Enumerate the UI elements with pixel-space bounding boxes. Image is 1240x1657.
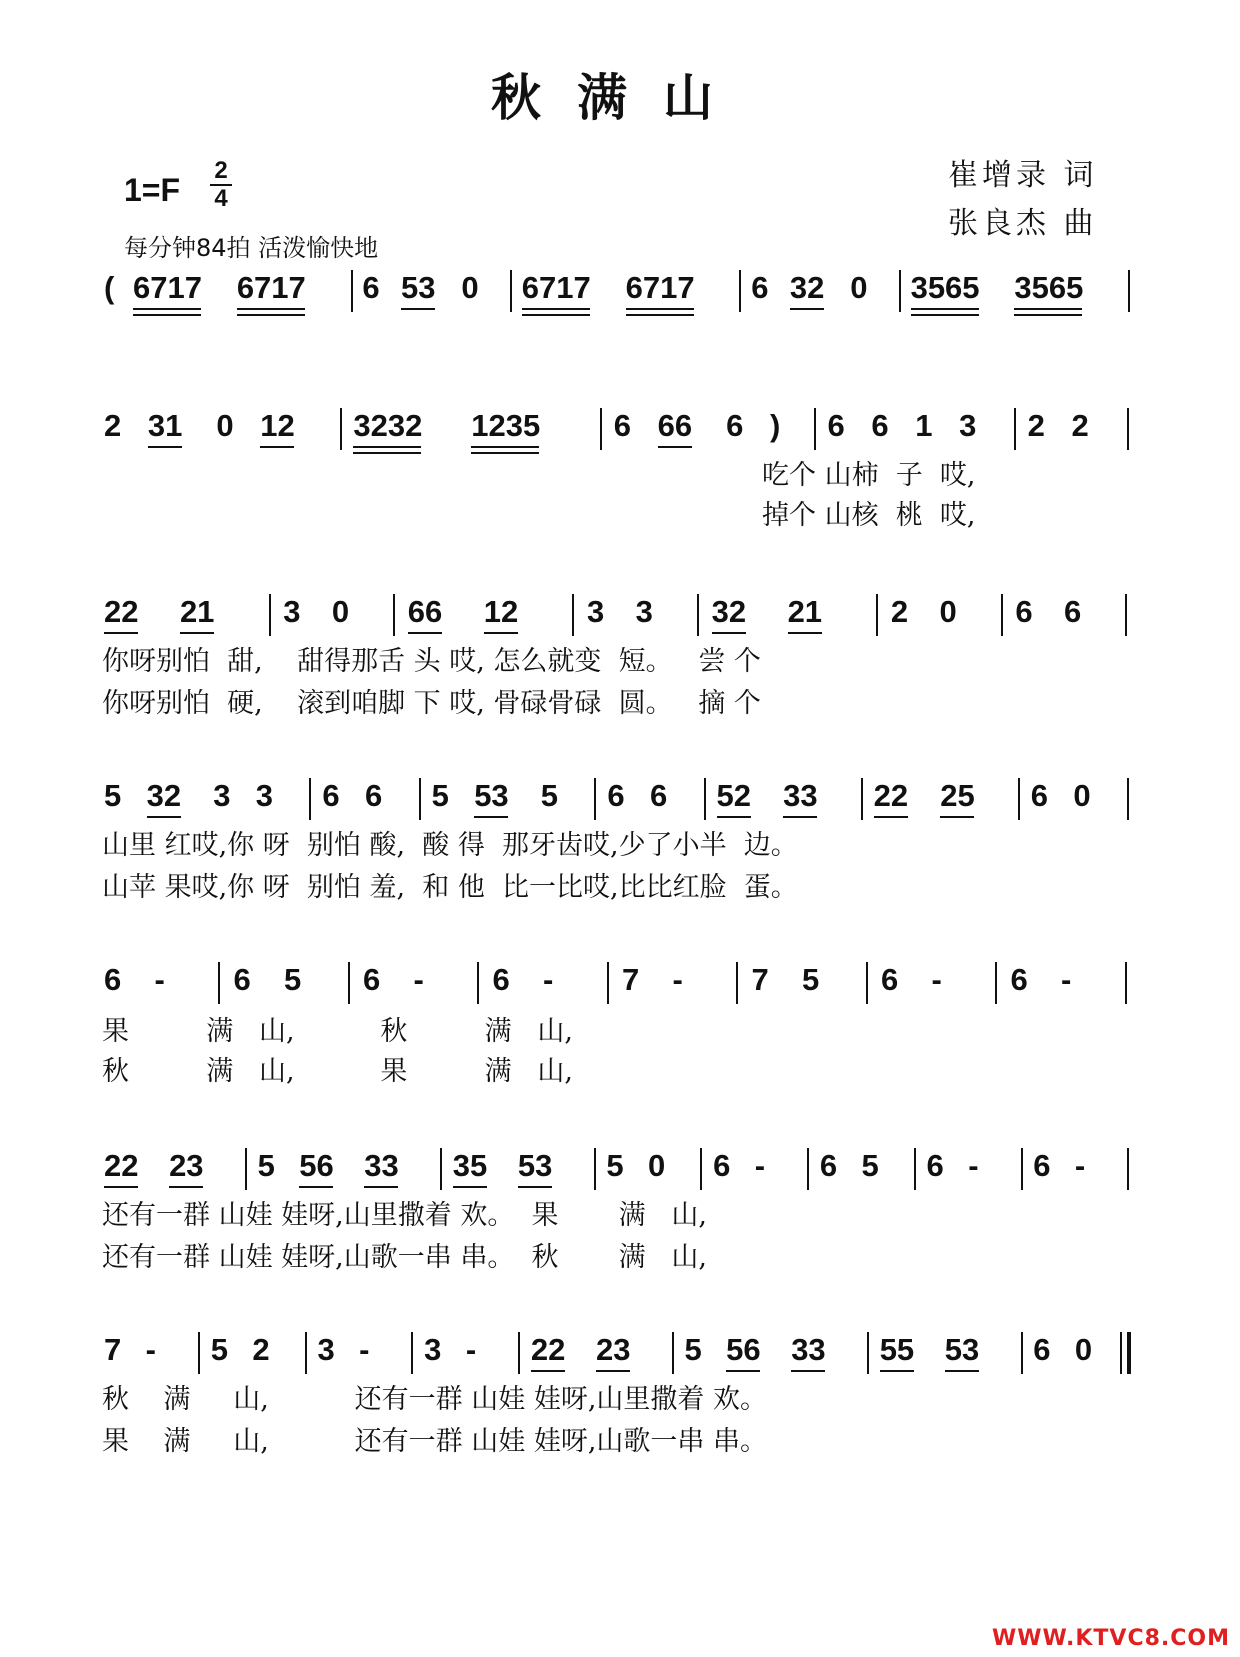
beam-underline-double	[626, 314, 694, 316]
note-group: 1235	[471, 408, 541, 443]
note-group: 6	[881, 962, 899, 997]
note-group: 33	[791, 1332, 826, 1367]
lyric-line: 山里 红哎,你 呀 别怕 酸, 酸 得 那牙齿哎,少了小半 边。	[102, 830, 798, 861]
barline	[351, 270, 353, 312]
note-group: -	[968, 1148, 979, 1183]
note-group: 6717	[236, 270, 306, 305]
beam-underline	[104, 632, 138, 634]
beam-underline	[133, 308, 201, 310]
beam-underline-double	[471, 452, 539, 454]
note-group: 5	[284, 962, 302, 997]
note-group: 6	[1033, 1332, 1051, 1367]
beam-underline	[531, 1370, 565, 1372]
note-group: -	[359, 1332, 370, 1367]
note-group: 5	[684, 1332, 702, 1367]
note-group: 3232	[353, 408, 423, 443]
barline	[739, 270, 741, 312]
tempo-marking: 每分钟84拍 活泼愉快地	[124, 234, 379, 262]
note-group: 6	[363, 962, 381, 997]
lyric-line: 果 满 山, 还有一群 山娃 娃呀,山歌一串 串。	[102, 1426, 767, 1457]
lyric-line: 你呀别怕 硬, 滚到咱脚 下 哎, 骨碌骨碌 圆。 摘 个	[102, 688, 761, 719]
note-group: 6	[649, 778, 668, 813]
barline	[245, 1148, 247, 1190]
time-sig-top: 2	[210, 158, 232, 186]
barline	[700, 1148, 702, 1190]
note-group: 31	[147, 408, 183, 443]
note-group: 1	[915, 408, 933, 443]
note-group: 3	[317, 1332, 335, 1367]
note-group: 56	[299, 1148, 334, 1183]
note-group: 22	[104, 594, 139, 629]
note-group: 3	[424, 1332, 442, 1367]
note-group: 23	[595, 1332, 631, 1367]
barline	[876, 594, 878, 636]
note-group: -	[931, 962, 942, 997]
beam-underline	[353, 446, 421, 448]
barline	[704, 778, 706, 820]
watermark: WWW.KTVC8.COM	[992, 1626, 1230, 1651]
lyric-line: 秋 满 山, 还有一群 山娃 娃呀,山里撒着 欢。	[102, 1384, 767, 1415]
note-group: 21	[179, 594, 215, 629]
beam-underline	[518, 1186, 552, 1188]
note-group: 6	[926, 1148, 944, 1183]
barline	[672, 1332, 674, 1374]
note-group: 6	[1015, 594, 1033, 629]
note-group: 3	[283, 594, 301, 629]
barline	[1125, 594, 1127, 636]
note-group: 5	[104, 778, 122, 813]
beam-underline-double	[133, 314, 201, 316]
note-group: 5	[606, 1148, 624, 1183]
note-group: 53	[401, 270, 436, 305]
note-group: 6717	[521, 270, 591, 305]
note-group: 55	[879, 1332, 915, 1367]
barline	[1018, 778, 1020, 820]
key-label: 1=F	[124, 172, 181, 208]
beam-underline	[911, 308, 979, 310]
barline	[1128, 270, 1130, 312]
note-group: 6	[607, 778, 625, 813]
barline	[866, 962, 868, 1004]
beam-underline	[790, 308, 824, 310]
barline	[807, 1148, 809, 1190]
note-group: 6	[1030, 778, 1049, 813]
barline	[1014, 408, 1016, 450]
note-group: 2	[1027, 408, 1045, 443]
barline	[607, 962, 609, 1004]
barline	[1127, 1148, 1129, 1190]
note-group: 66	[657, 408, 693, 443]
beam-underline	[471, 446, 539, 448]
note-group: -	[154, 962, 165, 997]
barline	[899, 270, 901, 312]
note-group: 3	[213, 778, 231, 813]
note-group: -	[413, 962, 424, 997]
beam-underline-double	[911, 314, 979, 316]
note-group: 5	[540, 778, 559, 813]
note-group: 3	[255, 778, 274, 813]
beam-underline	[260, 446, 294, 448]
beam-underline	[299, 1186, 333, 1188]
barline	[340, 408, 342, 450]
note-group: 0	[331, 594, 350, 629]
beam-underline	[626, 308, 694, 310]
barline	[348, 962, 350, 1004]
barline	[697, 594, 699, 636]
lyricist-credit: 崔增录 词	[948, 158, 1098, 193]
notation-row	[0, 270, 1240, 340]
note-group: 6	[104, 962, 122, 997]
note-group: -	[465, 1332, 477, 1367]
note-group: 53	[944, 1332, 980, 1367]
note-group: 6	[233, 962, 251, 997]
key-signature	[124, 172, 180, 209]
note-group: 22	[530, 1332, 566, 1367]
note-group: 22	[104, 1148, 139, 1183]
barline	[1127, 408, 1129, 450]
barline	[269, 594, 271, 636]
barline	[995, 962, 997, 1004]
note-group: 7	[622, 962, 640, 997]
note-group: 5	[210, 1332, 228, 1367]
final-barline-thin	[1120, 1332, 1122, 1374]
note-group: 6	[751, 270, 769, 305]
final-barline	[1127, 1332, 1131, 1374]
note-group: 6	[322, 778, 340, 813]
note-group: 7	[104, 1332, 122, 1367]
note-group: 6	[827, 408, 845, 443]
note-group: 6	[613, 408, 632, 443]
beam-underline	[1014, 308, 1082, 310]
barline	[510, 270, 512, 312]
note-group: 5	[257, 1148, 275, 1183]
note-group: 56	[726, 1332, 761, 1367]
lyric-line: 还有一群 山娃 娃呀,山里撒着 欢。 果 满 山,	[102, 1200, 707, 1231]
note-group: 7	[751, 962, 769, 997]
song-title: 秋满山	[491, 68, 749, 127]
beam-underline	[147, 816, 181, 818]
beam-underline	[945, 1370, 979, 1372]
note-group: 5	[802, 962, 820, 997]
lyric-line: 果 满 山, 秋 满 山,	[102, 1016, 573, 1047]
notation-row	[0, 408, 1240, 478]
note-group: 32	[711, 594, 747, 629]
barline	[1127, 778, 1129, 820]
note-group: 3565	[910, 270, 980, 305]
beam-underline-double	[237, 314, 305, 316]
barline	[419, 778, 421, 820]
note-group: 33	[783, 778, 818, 813]
note-group: 0	[1073, 778, 1091, 813]
note-group: 6	[726, 408, 744, 443]
beam-underline	[364, 1186, 398, 1188]
barline	[594, 1148, 596, 1190]
barline	[594, 778, 596, 820]
note-group: 6	[871, 408, 889, 443]
barline	[736, 962, 738, 1004]
note-group: 6	[1033, 1148, 1051, 1183]
barline	[393, 594, 395, 636]
lyric-line: 还有一群 山娃 娃呀,山歌一串 串。 秋 满 山,	[102, 1242, 707, 1273]
beam-underline	[726, 1370, 760, 1372]
barline	[440, 1148, 442, 1190]
barline	[218, 962, 220, 1004]
beam-underline	[169, 1186, 203, 1188]
barline	[600, 408, 602, 450]
note-group: 21	[787, 594, 823, 629]
note-group: 6	[1064, 594, 1082, 629]
barline	[814, 408, 816, 450]
composer-credit: 张良杰 曲	[948, 206, 1098, 241]
note-group: 35	[452, 1148, 488, 1183]
note-group: 6	[1010, 962, 1028, 997]
note-group: 6717	[132, 270, 202, 305]
note-group: 6717	[625, 270, 695, 305]
note-group: 3565	[1014, 270, 1084, 305]
lyric-line: 山苹 果哎,你 呀 别怕 羞, 和 他 比一比哎,比比红脸 蛋。	[102, 872, 798, 903]
barline	[1125, 962, 1127, 1004]
note-group: 6	[713, 1148, 731, 1183]
beam-underline-double	[522, 314, 590, 316]
note-group: 6	[819, 1148, 838, 1183]
barline	[477, 962, 479, 1004]
note-group: 2	[104, 408, 122, 443]
note-group: 6	[362, 270, 380, 305]
beam-underline-double	[353, 452, 421, 454]
note-group: 0	[1074, 1332, 1093, 1367]
note-group: -	[145, 1332, 156, 1367]
barline	[867, 1332, 869, 1374]
note-group: 22	[873, 778, 909, 813]
barline	[861, 778, 863, 820]
note-group: 52	[716, 778, 752, 813]
lyric-line: 吃个 山柿 子 哎,	[762, 460, 976, 491]
note-group: 2	[1071, 408, 1089, 443]
beam-underline	[148, 446, 182, 448]
repeat-paren: (	[104, 270, 115, 305]
note-group: 23	[169, 1148, 204, 1183]
barline	[518, 1332, 520, 1374]
beam-underline	[874, 816, 908, 818]
note-group: 2	[890, 594, 909, 629]
beam-underline	[940, 816, 974, 818]
note-group: 6	[492, 962, 510, 997]
note-group: -	[543, 962, 554, 997]
note-group: 5	[431, 778, 449, 813]
beam-underline	[596, 1370, 630, 1372]
note-group: 25	[940, 778, 975, 813]
beam-underline	[712, 632, 746, 634]
note-group: 33	[364, 1148, 399, 1183]
note-group: 6	[364, 778, 383, 813]
beam-underline	[880, 1370, 914, 1372]
note-group: -	[754, 1148, 766, 1183]
note-group: 0	[850, 270, 868, 305]
lyric-line: 你呀别怕 甜, 甜得那舌 头 哎, 怎么就变 短。 尝 个	[102, 646, 761, 677]
barline	[309, 778, 311, 820]
note-group: 12	[483, 594, 519, 629]
barline	[1021, 1332, 1023, 1374]
barline	[1001, 594, 1003, 636]
beam-underline-double	[1014, 314, 1082, 316]
note-group: 3	[587, 594, 605, 629]
beam-underline	[783, 816, 817, 818]
beam-underline	[104, 1186, 138, 1188]
barline	[914, 1148, 916, 1190]
note-group: 32	[146, 778, 182, 813]
barline	[1021, 1148, 1023, 1190]
lyric-line: 掉个 山核 桃 哎,	[762, 500, 976, 531]
note-group: 53	[474, 778, 509, 813]
beam-underline	[791, 1370, 825, 1372]
beam-underline	[658, 446, 692, 448]
note-group: -	[672, 962, 683, 997]
note-group: 0	[461, 270, 479, 305]
beam-underline	[788, 632, 822, 634]
barline	[411, 1332, 413, 1374]
note-group: 3	[959, 408, 977, 443]
note-group: 66	[407, 594, 443, 629]
note-group: 32	[789, 270, 825, 305]
note-group: 0	[648, 1148, 666, 1183]
beam-underline	[484, 632, 518, 634]
beam-underline	[453, 1186, 487, 1188]
barline	[572, 594, 574, 636]
beam-underline	[717, 816, 751, 818]
repeat-paren: )	[770, 408, 781, 443]
note-group: 0	[939, 594, 957, 629]
note-group: -	[1074, 1148, 1086, 1183]
beam-underline	[237, 308, 305, 310]
note-group: 0	[216, 408, 234, 443]
lyric-line: 秋 满 山, 果 满 山,	[102, 1056, 573, 1087]
note-group: 3	[635, 594, 653, 629]
barline	[305, 1332, 307, 1374]
barline	[198, 1332, 200, 1374]
time-sig-bottom: 4	[214, 185, 228, 212]
beam-underline	[401, 308, 435, 310]
time-signature	[210, 158, 232, 212]
note-group: -	[1061, 962, 1072, 997]
note-group: 12	[260, 408, 295, 443]
beam-underline	[408, 632, 442, 634]
note-group: 2	[252, 1332, 270, 1367]
note-group: 53	[517, 1148, 553, 1183]
beam-underline	[474, 816, 508, 818]
note-group: 5	[861, 1148, 879, 1183]
beam-underline	[180, 632, 214, 634]
beam-underline	[522, 308, 590, 310]
